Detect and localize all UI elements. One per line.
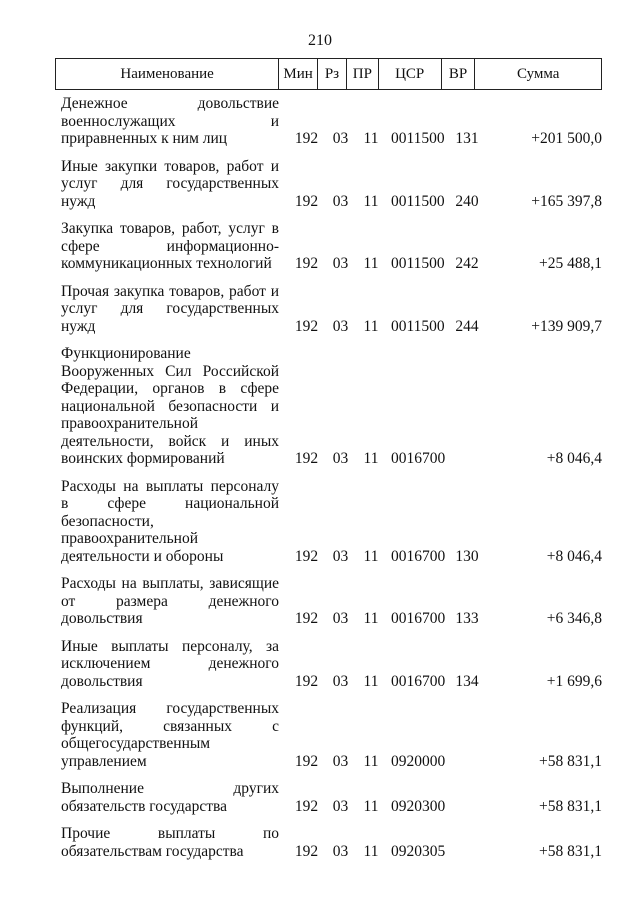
row-name-line: правоохранительной (61, 530, 199, 547)
row-sum: +165 397,8 (531, 192, 602, 210)
row-vr: 242 (455, 255, 479, 272)
row-pr: 11 (363, 192, 379, 210)
row-name-line: Денежное довольствие (61, 95, 279, 112)
row-sum: +139 909,7 (531, 317, 602, 335)
row-rz: 03 (332, 192, 349, 210)
row-name-line: Прочая закупка товаров, работ и (61, 282, 279, 300)
row-sum: +58 831,1 (539, 752, 602, 770)
table-header (55, 58, 602, 90)
table-row (55, 345, 602, 468)
row-name (55, 780, 279, 815)
table-row (55, 638, 602, 691)
row-name (55, 575, 279, 628)
row-name-line: деятельности, войск и иных (61, 432, 279, 450)
table-row (55, 825, 602, 860)
row-name-line: Расходы на выплаты персоналу (61, 477, 279, 495)
row-csr: 0016700 (391, 672, 446, 690)
row-name-line: сфере информационно- (61, 237, 279, 255)
row-vr: 134 (455, 672, 479, 690)
header-name: Наименование (56, 59, 279, 89)
row-name-line: Реализация государственных (61, 700, 279, 717)
row-name-line: Функционирование (61, 345, 191, 362)
header-rz: Рз (318, 59, 347, 89)
row-name (55, 478, 279, 566)
row-min: 192 (294, 842, 319, 860)
row-name (55, 158, 279, 211)
row-csr: 0011500 (391, 255, 445, 272)
row-min: 192 (294, 317, 319, 335)
row-rz: 03 (332, 450, 349, 467)
row-name-line: нужд (61, 192, 96, 210)
row-pr: 11 (363, 450, 379, 467)
header-pr: ПР (347, 59, 379, 89)
row-csr: 0920300 (391, 797, 446, 815)
table-row (55, 158, 602, 211)
row-vr: 240 (455, 192, 479, 210)
row-name (55, 95, 279, 148)
row-name (55, 283, 279, 336)
row-rz: 03 (332, 317, 349, 335)
row-name-line: общегосударственным (61, 735, 211, 752)
row-rz: 03 (332, 130, 349, 147)
row-name-line: функций, связанных с (61, 717, 279, 735)
row-sum: +58 831,1 (539, 842, 602, 860)
row-pr: 11 (363, 547, 379, 565)
row-name-line: правоохранительной (61, 415, 199, 432)
header-csr: ЦСР (379, 59, 442, 89)
table-row (55, 575, 602, 628)
row-pr: 11 (363, 797, 379, 815)
row-sum: +6 346,8 (546, 610, 602, 627)
row-min: 192 (294, 752, 319, 770)
row-pr: 11 (363, 672, 379, 690)
row-name-line: деятельности и обороны (61, 547, 224, 565)
row-vr: 244 (455, 317, 479, 335)
row-rz: 03 (332, 547, 349, 565)
row-min: 192 (294, 130, 319, 147)
row-min: 192 (294, 450, 319, 467)
row-name-line: Иные выплаты персоналу, за (61, 637, 279, 655)
row-pr: 11 (363, 255, 379, 272)
row-pr: 11 (363, 130, 379, 147)
row-name (55, 345, 279, 468)
table-row (55, 478, 602, 566)
row-min: 192 (294, 610, 319, 627)
table-body (55, 95, 602, 870)
row-name-line: воинских формирований (61, 450, 225, 467)
row-name-line: услуг для государственных (61, 175, 279, 192)
row-min: 192 (294, 797, 319, 815)
row-name-line: в сфере национальной (61, 495, 279, 512)
row-rz: 03 (332, 842, 349, 860)
row-name-line: обязательствам государства (61, 842, 244, 860)
header-sum: Сумма (516, 65, 560, 82)
table-row (55, 700, 602, 770)
row-name (55, 638, 279, 691)
row-min: 192 (294, 192, 319, 210)
row-pr: 11 (363, 842, 379, 860)
row-vr: 130 (455, 547, 479, 565)
row-csr: 0016700 (391, 547, 446, 565)
table-row (55, 780, 602, 815)
row-name-line: от размера денежного (61, 592, 279, 610)
row-rz: 03 (332, 752, 349, 770)
row-name-line: национальной безопасности и (61, 397, 279, 415)
row-csr: 0920000 (391, 752, 446, 770)
table-row (55, 95, 602, 148)
row-name-line: Прочие выплаты по (61, 825, 279, 842)
row-name (55, 825, 279, 860)
row-name-line: Федерации, органов в сфере (61, 380, 279, 397)
row-vr: 131 (455, 130, 479, 147)
row-name-line: Вооруженных Сил Российской (61, 362, 279, 380)
row-name-line: исключением денежного (61, 655, 279, 672)
header-vr: ВР (442, 59, 476, 89)
row-name-line: обязательств государства (61, 797, 228, 815)
row-csr: 0016700 (391, 450, 446, 467)
row-name-line: коммуникационных технологий (61, 255, 272, 272)
table-row (55, 220, 602, 273)
row-name-line: военнослужащих и (61, 112, 279, 130)
row-csr: 0011500 (391, 130, 445, 147)
row-name-line: Расходы на выплаты, зависящие (61, 575, 279, 592)
row-name-line: услуг для государственных (61, 300, 279, 317)
row-csr: 0920305 (391, 842, 446, 860)
row-rz: 03 (332, 797, 349, 815)
row-rz: 03 (332, 672, 349, 690)
row-pr: 11 (363, 752, 379, 770)
row-sum: +8 046,4 (546, 450, 602, 467)
row-pr: 11 (363, 317, 379, 335)
row-vr: 133 (455, 610, 479, 627)
row-name-line: безопасности, (61, 512, 154, 530)
row-name-line: Иные закупки товаров, работ и (61, 157, 279, 175)
row-min: 192 (294, 547, 319, 565)
row-name-line: нужд (61, 317, 96, 335)
row-csr: 0011500 (391, 192, 445, 210)
row-min: 192 (294, 672, 319, 690)
row-name-line: довольствия (61, 672, 143, 690)
row-sum: +1 699,6 (546, 672, 602, 690)
row-sum: +8 046,4 (546, 547, 602, 565)
row-name (55, 700, 279, 770)
row-name-line: Выполнение других (61, 780, 279, 797)
row-name-line: приравненных к ним лиц (61, 130, 228, 147)
row-name-line: управлением (61, 752, 147, 770)
row-name-line: довольствия (61, 610, 143, 627)
row-rz: 03 (332, 255, 349, 272)
row-name-line: Закупка товаров, работ, услуг в (61, 220, 279, 237)
page-number: 210 (308, 32, 332, 49)
table-row (55, 283, 602, 336)
row-min: 192 (294, 255, 319, 272)
header-min: Мин (279, 59, 318, 89)
row-sum: +58 831,1 (539, 797, 602, 815)
row-csr: 0011500 (391, 317, 445, 335)
row-name (55, 220, 279, 273)
row-csr: 0016700 (391, 610, 446, 627)
row-sum: +201 500,0 (531, 130, 602, 147)
row-sum: +25 488,1 (539, 255, 602, 272)
row-rz: 03 (332, 610, 349, 627)
row-pr: 11 (363, 610, 379, 627)
